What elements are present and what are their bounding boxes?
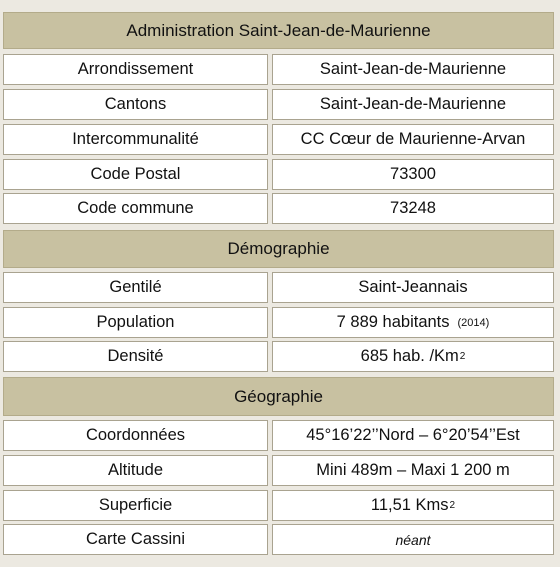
row-label: Coordonnées [3, 420, 268, 451]
row-value: 73300 [272, 159, 554, 190]
densite-exponent: 2 [459, 351, 466, 362]
table-row-altitude [3, 455, 554, 486]
section-header-demographie: Démographie [3, 230, 554, 268]
table-row-code-postal [3, 159, 554, 190]
row-label: Carte Cassini [3, 524, 268, 555]
row-value-container [272, 341, 554, 372]
table-row-gentile [3, 272, 554, 303]
table-row-population [3, 307, 554, 338]
population-value: 7 889 habitants [336, 313, 450, 331]
row-label: Code Postal [3, 159, 268, 190]
table-row-coordonnees [3, 420, 554, 451]
row-value-container [272, 490, 554, 521]
superficie-exponent: 2 [449, 500, 456, 511]
row-value: Saint-Jean-de-Maurienne [272, 89, 554, 120]
densite-value: 685 hab. /Km [360, 347, 459, 365]
row-value: 45°16’22’’Nord – 6°20’54’’Est [272, 420, 554, 451]
section-header-administration: Administration Saint-Jean-de-Maurienne [3, 12, 554, 49]
row-value: néant [272, 524, 554, 555]
row-label: Arrondissement [3, 54, 268, 85]
row-value: Saint-Jeannais [272, 272, 554, 303]
section-header-geographie: Géographie [3, 377, 554, 416]
row-label: Gentilé [3, 272, 268, 303]
row-label: Population [3, 307, 268, 338]
row-value: Saint-Jean-de-Maurienne [272, 54, 554, 85]
row-label: Densité [3, 341, 268, 372]
table-row-superficie [3, 490, 554, 521]
row-label: Cantons [3, 89, 268, 120]
table-row-intercommunalite [3, 124, 554, 155]
table-row-carte-cassini [3, 524, 554, 555]
table-row-code-commune [3, 193, 554, 224]
row-label: Intercommunalité [3, 124, 268, 155]
row-value: 73248 [272, 193, 554, 224]
row-label: Code commune [3, 193, 268, 224]
population-year: (2014) [457, 316, 490, 329]
row-value-container [272, 307, 554, 338]
superficie-value: 11,51 Kms [370, 496, 449, 514]
table-row-arrondissement [3, 54, 554, 85]
table-row-cantons [3, 89, 554, 120]
row-label: Altitude [3, 455, 268, 486]
row-value: Mini 489m – Maxi 1 200 m [272, 455, 554, 486]
row-label: Superficie [3, 490, 268, 521]
table-row-densite [3, 341, 554, 372]
row-value: CC Cœur de Maurienne-Arvan [272, 124, 554, 155]
